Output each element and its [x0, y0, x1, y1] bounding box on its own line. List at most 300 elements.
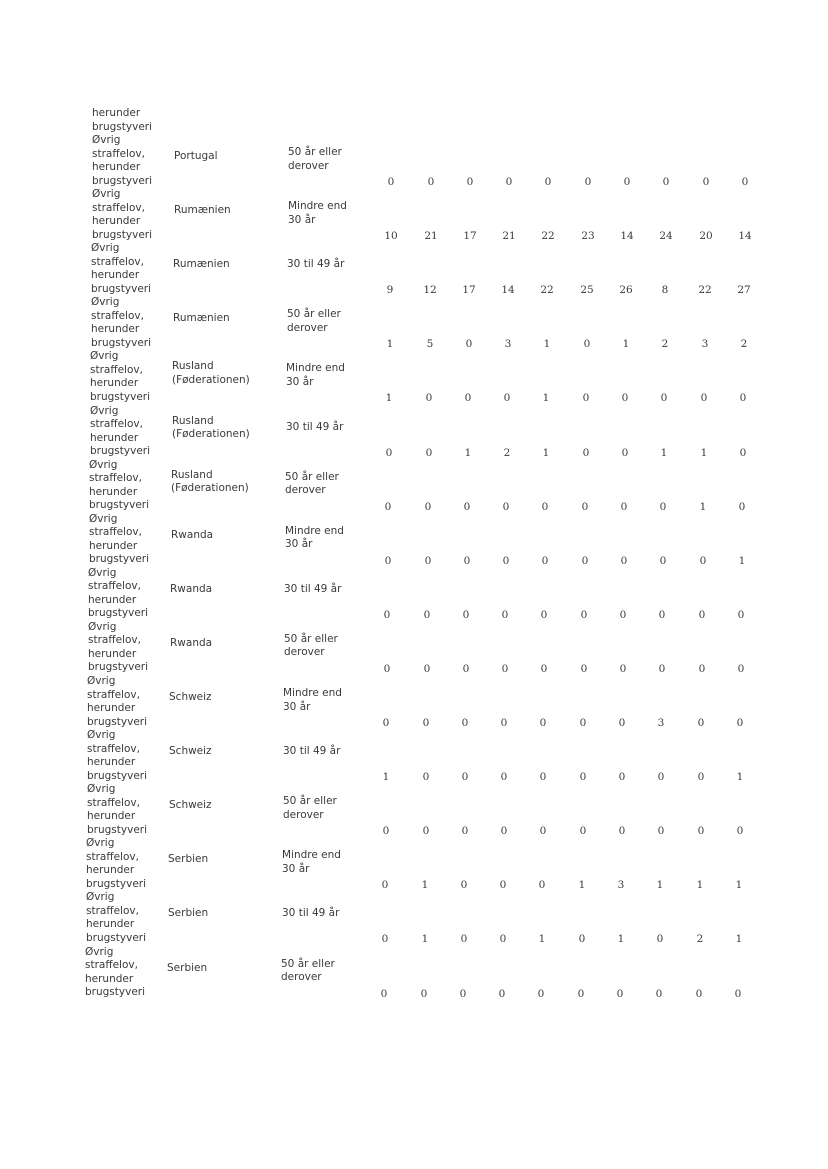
table-row	[0, 621, 828, 675]
country-cell	[171, 469, 276, 496]
offense-line: brugstyveri	[87, 823, 148, 836]
value-cell: 0	[620, 554, 628, 567]
country-cell	[173, 312, 278, 326]
age-group-cell	[283, 745, 353, 759]
age-line: derover	[284, 646, 325, 659]
offense-line: herunder	[92, 107, 141, 119]
country-line: (Føderationen)	[172, 373, 250, 386]
offense-cell	[92, 188, 170, 242]
offense-line: brugstyveri	[91, 336, 152, 349]
age-group-cell	[283, 687, 353, 714]
offense-line: straffelov,	[88, 634, 141, 647]
value-cell: 26	[619, 284, 633, 297]
age-line: 30 til 49 år	[283, 745, 341, 758]
offense-cell	[87, 675, 165, 729]
age-line: 30 år	[288, 213, 316, 226]
value-cell: 0	[460, 933, 468, 946]
value-cell: 0	[579, 825, 587, 838]
offense-line: brugstyveri	[90, 445, 151, 457]
age-group-cell	[286, 362, 356, 389]
age-line: derover	[287, 321, 328, 334]
value-cell: 0	[659, 554, 667, 567]
value-cell: 0	[500, 717, 508, 729]
value-cell: 0	[698, 608, 706, 621]
value-cell: 0	[623, 176, 631, 188]
value-cell: 24	[659, 230, 673, 243]
value-cell: 0	[383, 662, 391, 675]
value-cell: 0	[658, 608, 666, 621]
country-line: Rumænien	[173, 258, 230, 271]
value-cell: 0	[424, 500, 432, 513]
value-cell: 0	[499, 933, 507, 946]
country-line: Portugal	[174, 150, 218, 162]
offense-line: brugstyveri	[88, 607, 149, 620]
offense-cell	[88, 567, 166, 621]
value-cell: 3	[504, 338, 512, 351]
value-cell: 1	[735, 879, 743, 892]
value-cell: 0	[461, 717, 469, 729]
country-cell	[170, 637, 275, 651]
age-line: 50 år eller	[288, 146, 342, 158]
table-row	[0, 188, 828, 242]
offense-line: Øvrig	[89, 458, 118, 471]
offense-line: straffelov,	[89, 526, 142, 539]
value-cell: 1	[699, 500, 707, 513]
value-cell: 0	[697, 717, 705, 729]
value-cell: 0	[384, 554, 392, 567]
value-cell: 0	[578, 933, 586, 946]
value-cell: 22	[698, 284, 712, 297]
offense-line: Øvrig	[91, 296, 120, 309]
offense-line: brugstyveri	[90, 390, 151, 403]
offense-line: brugstyveri	[92, 120, 153, 133]
offense-line: brugstyveri	[91, 282, 152, 295]
country-line: Serbien	[168, 907, 209, 920]
offense-line: brugstyveri	[89, 499, 150, 512]
age-group-cell	[286, 421, 356, 435]
age-line: Mindre end	[282, 849, 341, 862]
value-cell: 2	[661, 338, 669, 351]
value-cell: 0	[385, 446, 393, 459]
country-line: Schweiz	[169, 799, 212, 812]
value-cell: 0	[384, 500, 392, 513]
value-cell: 0	[695, 987, 703, 1000]
offense-line: Øvrig	[86, 837, 115, 850]
value-cell: 0	[619, 608, 627, 621]
age-line: derover	[281, 971, 322, 983]
offense-line: straffelov,	[86, 850, 139, 863]
value-cell: 0	[462, 662, 470, 675]
country-cell	[173, 258, 278, 272]
age-group-cell	[283, 795, 353, 822]
age-line: Mindre end	[286, 362, 345, 375]
offense-line: Øvrig	[88, 620, 117, 633]
value-cell: 0	[381, 879, 389, 892]
value-cell: 0	[502, 500, 510, 513]
value-cell: 1	[656, 879, 664, 892]
value-cell: 0	[500, 825, 508, 838]
offense-line: herunder	[87, 756, 136, 769]
value-cell: 0	[466, 176, 474, 188]
age-group-cell	[281, 958, 351, 985]
value-cell: 0	[537, 987, 545, 1000]
offense-line: brugstyveri	[87, 715, 148, 728]
value-cell: 1	[738, 554, 746, 567]
age-line: 30 til 49 år	[284, 582, 342, 595]
age-line: Mindre end	[288, 200, 347, 213]
value-cell: 0	[501, 608, 509, 621]
offense-line: straffelov,	[90, 363, 143, 376]
offense-line: Øvrig	[90, 404, 119, 417]
age-group-cell	[288, 146, 358, 173]
offense-line: straffelov,	[86, 904, 139, 917]
value-cell: 1	[578, 879, 586, 892]
table-row	[0, 242, 828, 296]
value-cell: 0	[422, 717, 430, 729]
value-cell: 0	[583, 338, 591, 351]
value-cell: 1	[696, 879, 704, 892]
value-cell: 0	[584, 176, 592, 188]
offense-line: brugstyveri	[92, 174, 153, 187]
offense-line: brugstyveri	[92, 228, 153, 241]
value-cell: 1	[421, 933, 429, 946]
offense-cell	[90, 405, 168, 459]
value-cell: 5	[426, 338, 434, 351]
offense-line: herunder	[89, 539, 138, 552]
age-group-cell	[287, 308, 357, 335]
value-cell: 0	[657, 771, 665, 784]
value-cell: 1	[386, 338, 394, 351]
table-row	[0, 405, 828, 459]
value-cell: 0	[577, 987, 585, 1000]
age-line: Mindre end	[283, 687, 342, 699]
offense-line: Øvrig	[91, 242, 120, 255]
value-cell: 0	[662, 176, 670, 188]
offense-cell	[85, 946, 163, 1000]
value-cell: 0	[581, 554, 589, 567]
country-cell	[172, 360, 277, 387]
offense-line: herunder	[86, 918, 135, 931]
country-cell	[169, 691, 274, 705]
value-cell: 3	[657, 717, 665, 729]
offense-line: brugstyveri	[86, 877, 147, 890]
value-cell: 0	[737, 608, 745, 621]
value-cell: 0	[382, 825, 390, 838]
value-cell: 0	[422, 825, 430, 838]
value-cell: 25	[580, 284, 594, 297]
value-cell: 0	[544, 176, 552, 188]
offense-line: herunder	[86, 864, 135, 877]
value-cell: 0	[540, 662, 548, 675]
offense-line: Øvrig	[85, 945, 114, 958]
value-cell: 0	[541, 500, 549, 513]
value-cell: 0	[621, 446, 629, 459]
value-cell: 0	[734, 987, 742, 1000]
age-line: 50 år eller	[285, 470, 339, 483]
value-cell: 0	[697, 771, 705, 784]
age-line: 50 år eller	[284, 632, 338, 645]
offense-cell	[91, 296, 169, 350]
age-line: 30 år	[286, 375, 314, 388]
age-group-cell	[287, 258, 357, 272]
offense-line: straffelov,	[87, 796, 140, 809]
value-cell: 1	[700, 446, 708, 459]
offense-line: straffelov,	[85, 959, 138, 971]
value-cell: 10	[384, 230, 398, 243]
value-cell: 0	[541, 554, 549, 567]
value-cell: 0	[461, 771, 469, 784]
age-group-cell	[285, 471, 355, 498]
offense-line: brugstyveri	[89, 553, 150, 566]
value-cell: 0	[387, 176, 395, 188]
value-cell: 0	[739, 446, 747, 459]
value-cell: 0	[462, 608, 470, 621]
value-cell: 0	[427, 176, 435, 188]
value-cell: 17	[463, 230, 477, 243]
value-cell: 21	[502, 230, 516, 243]
value-cell: 0	[501, 662, 509, 675]
value-cell: 1	[382, 771, 390, 784]
age-line: 30 år	[282, 862, 310, 875]
age-group-cell	[285, 525, 355, 552]
value-cell: 0	[498, 987, 506, 1000]
offense-cell	[86, 837, 164, 891]
value-cell: 0	[660, 392, 668, 405]
age-line: derover	[285, 484, 326, 497]
value-cell: 0	[383, 608, 391, 621]
table-row	[0, 783, 828, 837]
value-cell: 3	[701, 338, 709, 351]
value-cell: 0	[425, 446, 433, 459]
value-cell: 0	[499, 879, 507, 892]
value-cell: 0	[616, 987, 624, 1000]
country-cell	[172, 415, 277, 442]
value-cell: 1	[736, 771, 744, 784]
value-cell: 0	[579, 717, 587, 729]
offense-line: straffelov,	[91, 309, 144, 322]
age-line: 50 år eller	[281, 957, 335, 970]
table-row	[0, 946, 828, 1000]
offense-cell	[86, 891, 164, 945]
offense-line: herunder	[92, 215, 141, 228]
country-line: Rusland	[172, 360, 214, 373]
value-cell: 0	[382, 717, 390, 729]
value-cell: 1	[617, 933, 625, 946]
offense-line: Øvrig	[87, 729, 116, 742]
offense-line: herunder	[87, 702, 136, 714]
value-cell: 0	[698, 662, 706, 675]
age-line: Mindre end	[285, 524, 344, 537]
value-cell: 0	[538, 879, 546, 892]
value-cell: 8	[661, 284, 669, 297]
offense-line: herunder	[91, 269, 140, 282]
value-cell: 27	[737, 284, 751, 297]
value-cell: 3	[617, 879, 625, 892]
offense-line: Øvrig	[87, 675, 116, 687]
value-cell: 0	[702, 176, 710, 188]
offense-line: straffelov,	[92, 201, 145, 214]
table-row	[0, 513, 828, 567]
country-cell	[174, 150, 279, 164]
country-line: Rwanda	[170, 582, 213, 595]
country-line: Rusland	[171, 468, 213, 481]
value-cell: 0	[657, 825, 665, 838]
value-cell: 0	[539, 717, 547, 729]
offense-cell	[89, 513, 167, 567]
table-row	[0, 296, 828, 350]
value-cell: 0	[738, 500, 746, 513]
offense-cell	[88, 621, 166, 675]
value-cell: 0	[582, 392, 590, 405]
country-line: Serbien	[168, 853, 209, 866]
offense-line: straffelov,	[92, 147, 145, 160]
country-line: Serbien	[167, 961, 208, 974]
value-cell: 0	[539, 825, 547, 838]
offense-line: straffelov,	[87, 688, 140, 701]
value-cell: 0	[697, 825, 705, 838]
value-cell: 0	[580, 608, 588, 621]
age-group-cell	[284, 583, 354, 597]
country-cell	[169, 745, 274, 759]
value-cell: 0	[620, 500, 628, 513]
value-cell: 0	[465, 338, 473, 351]
offense-cell	[87, 783, 165, 837]
country-line: (Føderationen)	[171, 482, 249, 495]
offense-line: brugstyveri	[87, 769, 148, 782]
value-cell: 22	[541, 230, 555, 243]
value-cell: 0	[621, 392, 629, 405]
value-cell: 17	[462, 284, 476, 297]
offense-line: Øvrig	[86, 891, 115, 904]
value-cell: 1	[538, 933, 546, 946]
value-cell: 0	[464, 392, 472, 405]
value-cell: 1	[735, 933, 743, 946]
country-cell	[169, 799, 274, 813]
value-cell: 0	[699, 554, 707, 567]
value-cell: 0	[502, 554, 510, 567]
value-cell: 0	[618, 717, 626, 729]
offense-line: straffelov,	[88, 580, 141, 593]
value-cell: 1	[543, 338, 551, 351]
value-cell: 2	[503, 446, 511, 459]
offense-line: Øvrig	[90, 350, 119, 363]
offense-line: Øvrig	[92, 188, 121, 201]
value-cell: 0	[463, 554, 471, 567]
offense-line: herunder	[92, 161, 141, 173]
age-line: 30 år	[283, 700, 311, 713]
value-cell: 0	[424, 554, 432, 567]
country-cell	[168, 907, 273, 921]
value-cell: 2	[740, 338, 748, 351]
age-group-cell	[282, 907, 352, 921]
country-line: Rusland	[172, 414, 214, 427]
value-cell: 0	[422, 771, 430, 784]
value-cell: 0	[380, 987, 388, 1000]
value-cell: 1	[385, 392, 393, 405]
offense-cell	[87, 729, 165, 783]
table-row	[0, 837, 828, 891]
offense-line: straffelov,	[91, 255, 144, 268]
value-cell: 0	[423, 662, 431, 675]
offense-line: herunder	[85, 972, 134, 985]
value-cell: 0	[580, 662, 588, 675]
value-cell: 20	[699, 230, 713, 243]
value-cell: 0	[741, 176, 749, 188]
value-cell: 0	[423, 608, 431, 621]
value-cell: 0	[736, 825, 744, 838]
age-line: derover	[288, 159, 329, 172]
offense-line: Øvrig	[92, 134, 121, 146]
offense-cell	[90, 350, 168, 404]
value-cell: 0	[582, 446, 590, 459]
value-cell: 0	[655, 987, 663, 1000]
value-cell: 14	[620, 230, 634, 243]
country-cell	[168, 853, 273, 867]
age-line: 30 til 49 år	[287, 258, 345, 271]
value-cell: 1	[660, 446, 668, 459]
offense-line: herunder	[90, 431, 139, 444]
value-cell: 0	[579, 771, 587, 784]
value-cell: 0	[460, 879, 468, 892]
value-cell: 1	[542, 446, 550, 459]
offense-line: straffelov,	[87, 742, 140, 755]
offense-fragment-top	[92, 107, 152, 134]
table-row	[0, 134, 828, 188]
offense-line: herunder	[87, 810, 136, 823]
table-row	[0, 350, 828, 404]
age-line: 50 år eller	[283, 795, 337, 808]
table-row	[0, 729, 828, 783]
country-line: Rumænien	[173, 312, 230, 325]
table-row	[0, 891, 828, 945]
table-row	[0, 675, 828, 729]
value-cell: 0	[381, 933, 389, 946]
table-row	[0, 567, 828, 621]
age-line: 50 år eller	[287, 308, 341, 321]
age-group-cell	[288, 200, 358, 227]
value-cell: 0	[503, 392, 511, 405]
offense-line: Øvrig	[88, 566, 117, 579]
age-line: 30 år	[285, 538, 313, 551]
country-line: Rwanda	[171, 528, 214, 541]
value-cell: 0	[658, 662, 666, 675]
offense-line: straffelov,	[89, 472, 142, 485]
country-cell	[167, 962, 272, 976]
value-cell: 21	[424, 230, 438, 243]
offense-line: brugstyveri	[86, 931, 147, 944]
value-cell: 0	[700, 392, 708, 405]
country-cell	[174, 204, 279, 218]
value-cell: 1	[421, 879, 429, 892]
table-row	[0, 459, 828, 513]
value-cell: 22	[540, 284, 554, 297]
value-cell: 0	[425, 392, 433, 405]
value-cell: 0	[500, 771, 508, 784]
offense-cell	[89, 459, 167, 513]
value-cell: 0	[739, 392, 747, 405]
country-line: Schweiz	[169, 691, 212, 703]
offense-line: herunder	[88, 647, 137, 660]
value-cell: 0	[505, 176, 513, 188]
value-cell: 2	[696, 933, 704, 946]
value-cell: 0	[539, 771, 547, 784]
value-cell: 14	[738, 230, 752, 243]
country-cell	[170, 583, 275, 597]
offense-line: Øvrig	[89, 512, 118, 525]
offense-cell	[91, 242, 169, 296]
age-line: derover	[283, 808, 324, 821]
offense-line: herunder	[89, 485, 138, 498]
